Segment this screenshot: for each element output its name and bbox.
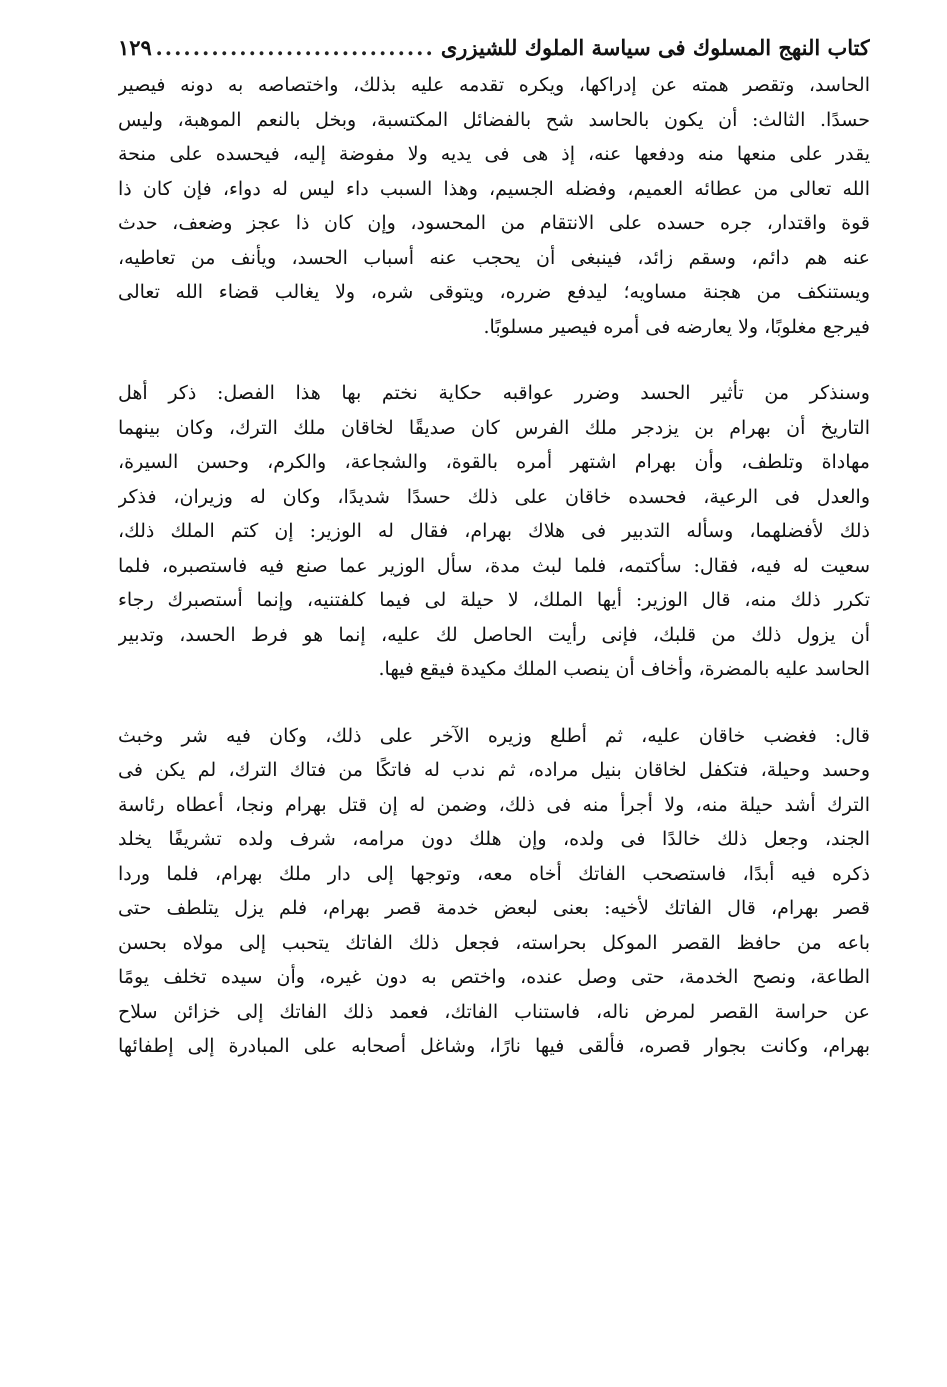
text-line: الترك أشد حيلة منه، ولا أجرأ منه فى ذلك، وضمن له إن قتل بهرام ونجا، أعطاه رئاسة [118, 793, 870, 816]
text-line: ذلك لأفضلهما، وسأله التدبير فى هلاك بهرام، فقال له الوزير: إن كتم الملك ذلك، [118, 520, 870, 542]
text-line: قوة واقتدار، جره حسده على الانتقام من المحسود، وإن كان ذا عجز وضعف، حدث [118, 212, 870, 234]
page-number: ١٢٩ [118, 35, 152, 60]
text-line: يقدر على منعها منه ودفعها عنه، إذ هى فى يديه ولا مفوضة إليه، فيحسده على منحة [118, 143, 870, 165]
leader-dots [152, 28, 441, 68]
text-line: قال: فغضب خاقان عليه، ثم أطلع وزيره الآخر على ذلك، وكان فيه شر وخبث [118, 724, 870, 747]
text-line: الطاعة، ونصح الخدمة، حتى وصل عنده، واختص به دون غيره، وأن سيده تخلف يومًا [118, 966, 870, 988]
text-line: والعدل فى الرعية، فحسده خاقان على ذلك حسدًا شديدًا، وكان له وزيران، فذكر [118, 485, 870, 508]
book-title: كتاب النهج المسلوك فى سياسة الملوك للشيزرى [440, 35, 870, 60]
paragraph-1 [118, 68, 870, 344]
text-line: وسنذكر من تأثير الحسد وضرر عواقبه حكاية نختم بها هذا الفصل: ذكر أهل [118, 382, 870, 404]
book-page [118, 28, 870, 1064]
text-line: الله تعالى من عطائه العميم، وفضله الجسيم، وهذا السبب داء ليس له دواء، فإن كان ذا [118, 177, 870, 200]
text-line: تكرر ذلك منه، قال الوزير: أيها الملك، لا حيلة لى فيما كلفتنيه، وإنما أستصبرك رجاء [118, 589, 870, 611]
text-line: قصر بهرام، قال الفاتك لأخيه: بعنى لبعض خدمة قصر بهرام، فلم يزل يتلطف حتى [118, 897, 870, 919]
text-line: أن يزول ذلك من قلبك، فإنى رأيت الحاصل لك عليه، إنما هو فرط الحسد، وتدبير [118, 623, 870, 646]
text-line: التاريخ أن بهرام بن يزدجر ملك الفرس كان صديقًا لخاقان ملك الترك، وكان بينهما [118, 416, 870, 439]
paragraph-gap [118, 344, 870, 376]
text-line: الحاسد، وتقصر همته عن إدراكها، ويكره تقدمه عليه بذلك، واختصاصه به دونه فيصير [118, 74, 870, 96]
text-line: مهاداة وتلطف، وأن بهرام اشتهر أمره بالقوة، والشجاعة، والكرم، وحسن السيرة، [118, 451, 870, 473]
running-header [118, 28, 870, 68]
text-line: ويستنكف من هجنة مساويه؛ ليدفع ضرره، ويتوقى شره، ولا يغالب قضاء الله تعالى [118, 281, 870, 303]
paragraph-3 [118, 719, 870, 1064]
text-line: حسدًا. الثالث: أن يكون بالحاسد شح بالفضائل المكتسبة، وبخل بالنعم الموهبة، وليس [118, 108, 870, 131]
text-line: عنه هم دائم، وسقم زائد، فينبغى أن يحجب عنه أسباب الحسد، ويأنف من تعاطيه، [118, 246, 870, 269]
text-line: بهرام، وكانت بجوار قصره، فألقى فيها نارًا، وشاغل أصحابه على المبادرة إلى إطفائها [118, 1035, 870, 1057]
paragraph-gap [118, 687, 870, 719]
text-line: ذكره فيه أبدًا، فاستصحب الفاتك أخاه معه، وتوجها إلى دار ملك بهرام، فلما وردا [118, 862, 870, 885]
text-line: باعه من حافظ القصر الموكل بحراسته، فجعل ذلك الفاتك يتحبب إلى مولاه بحسن [118, 931, 870, 954]
text-line: وحسد وحيلة، فتكفل لخاقان بنيل مراده، ثم ندب له فاتكًا من فتاك الترك، لم يكن فى [118, 759, 870, 781]
paragraph-2 [118, 376, 870, 687]
text-line: سعيت له فيه، فقال: سأكتمه، فلما لبث مدة، سأل الوزير عما صنع فيه فاستصبره، فلما [118, 554, 870, 577]
text-line: الحاسد عليه بالمضرة، وأخاف أن ينصب الملك مكيدة فيقع فيها. [378, 658, 870, 680]
text-line: الجند، وجعل ذلك خالدًا فى ولده، وإن هلك دون مرامه، شرف ولده تشريفًا يخلد [118, 828, 870, 850]
text-line: عن حراسة القصر لمرض ناله، فاستناب الفاتك، فعمد ذلك الفاتك إلى خزائن سلاح [118, 1000, 870, 1023]
text-line: فيرجع مغلوبًا، ولا يعارضه فى أمره فيصير مسلوبًا. [483, 315, 870, 338]
